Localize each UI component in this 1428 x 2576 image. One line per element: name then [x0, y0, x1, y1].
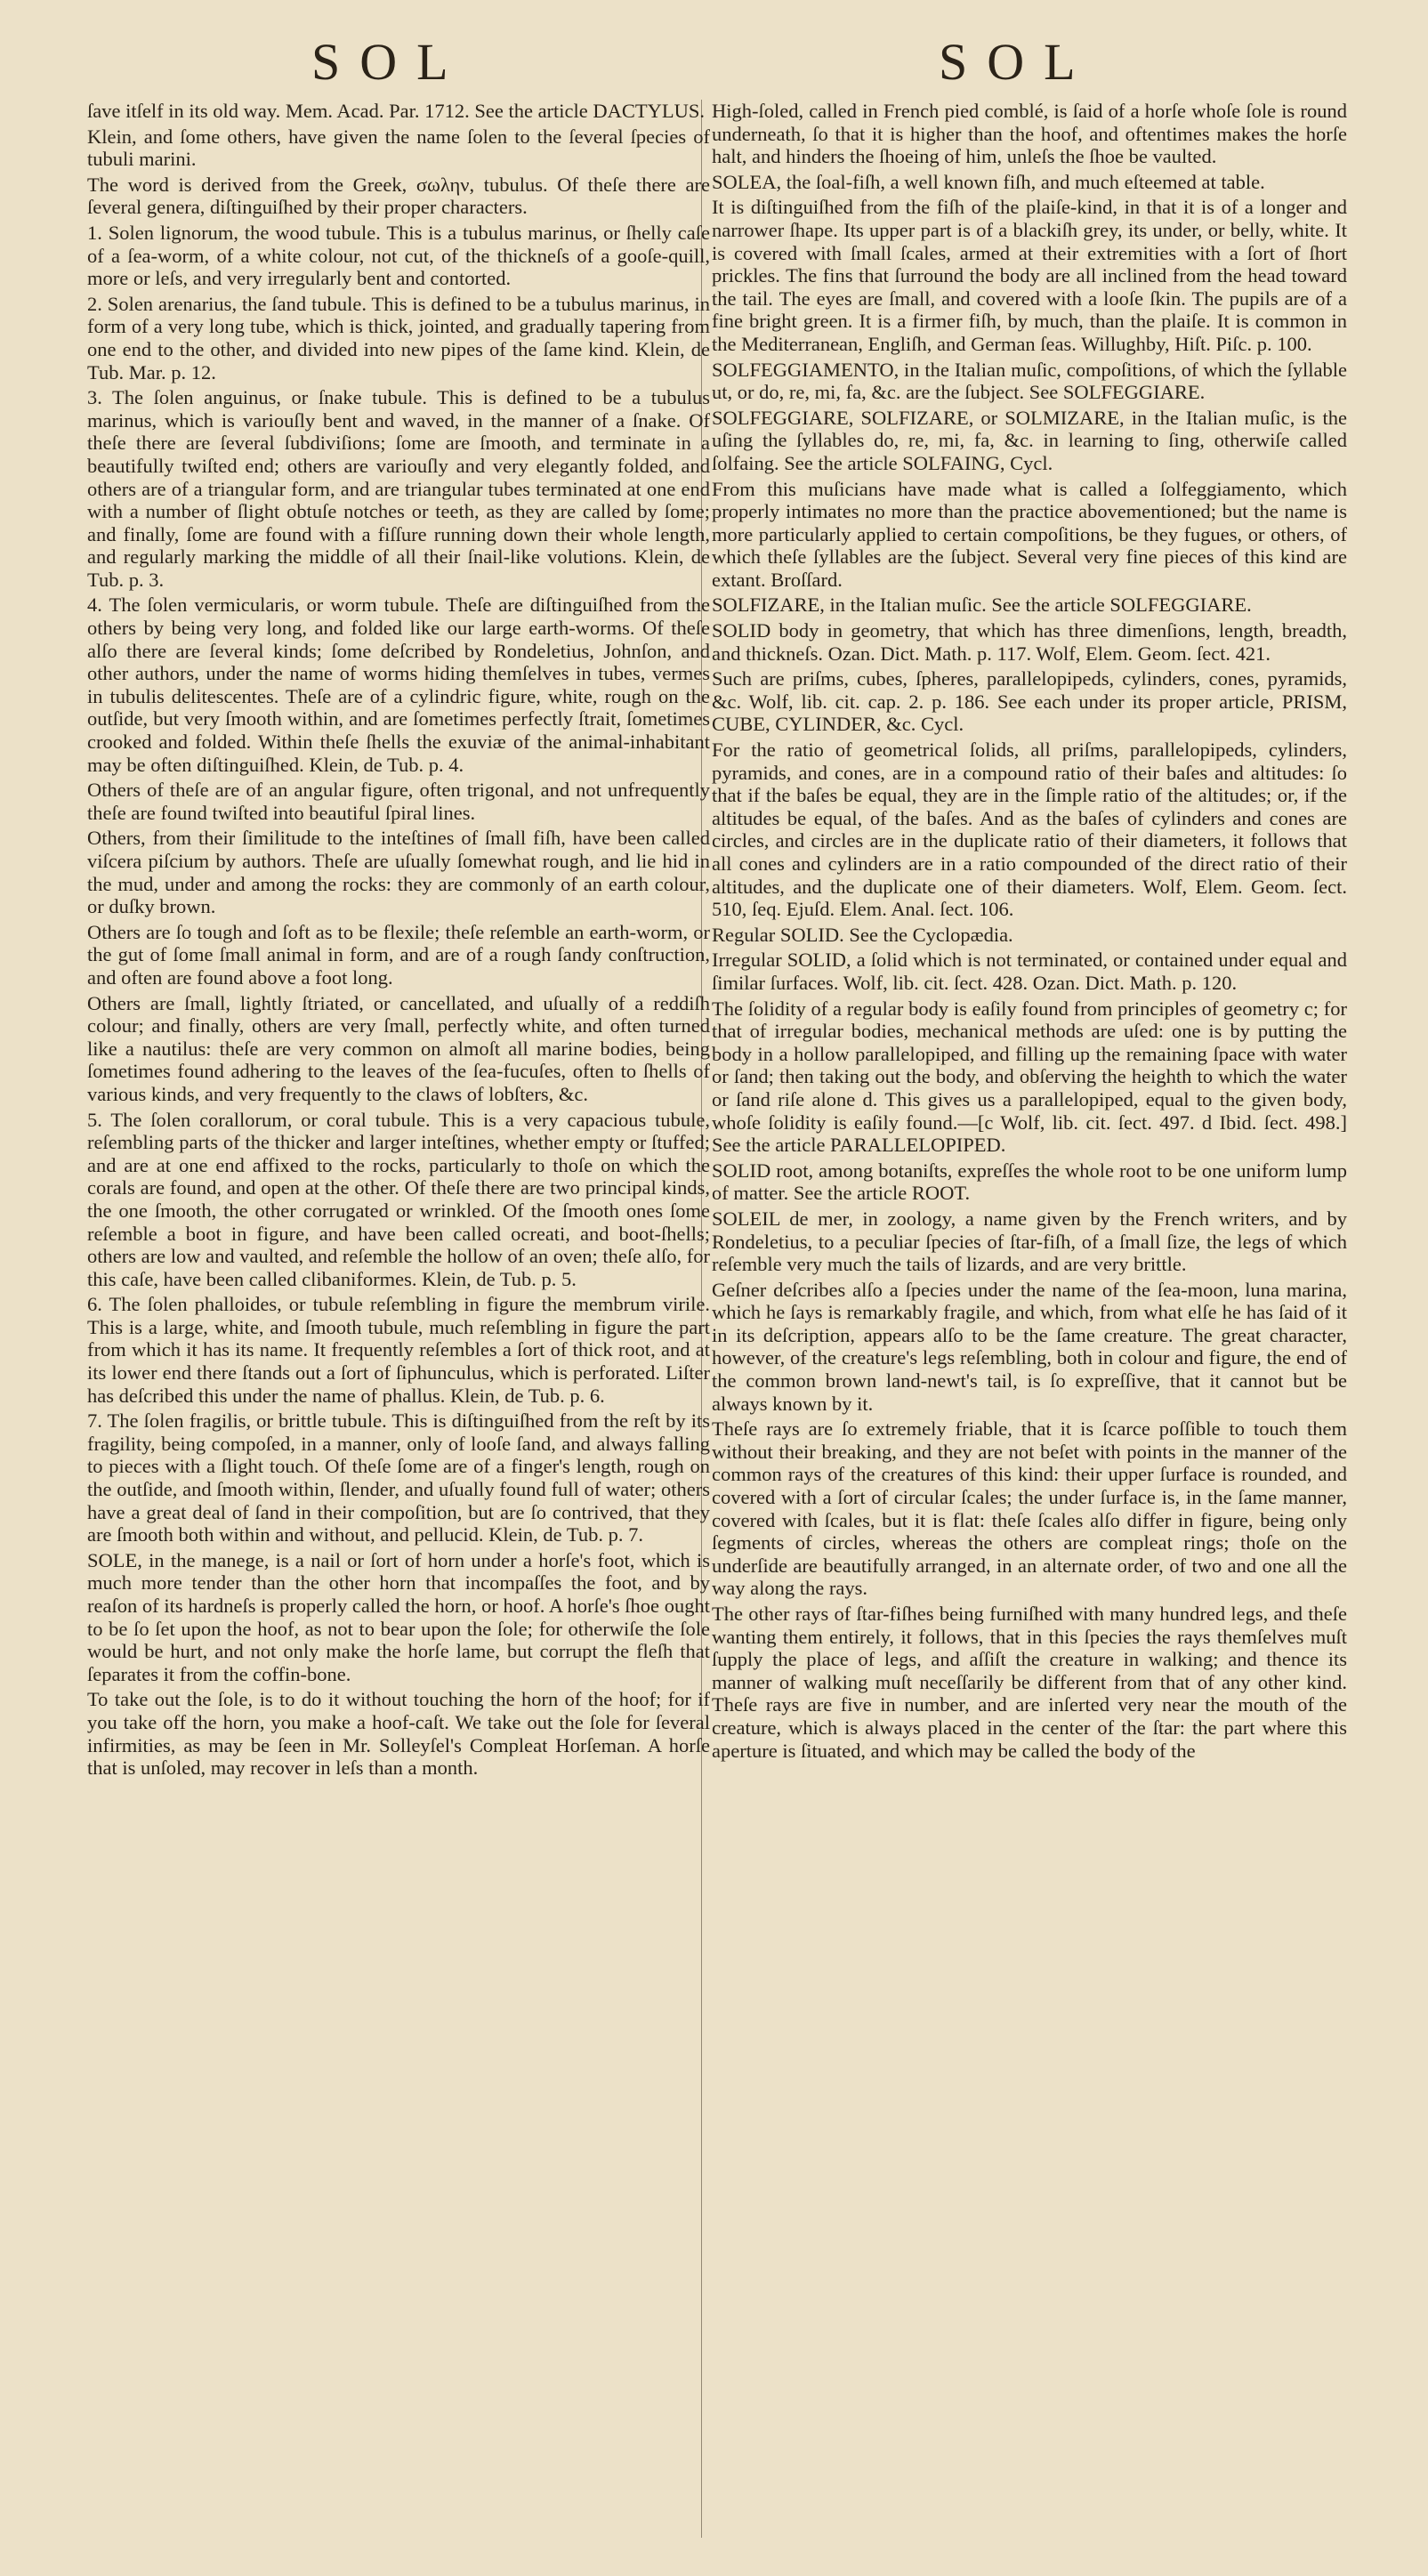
paragraph: Others, from their ſimilitude to the inteſtines of ſmall fiſh, have been called viſcera piſcium by authors. Theſe are uſually ſomewhat rough, and lie hid in the mud, under and among the rocks: they are commonly of an earth colour, or duſky brown. [87, 827, 710, 918]
entry-irregular-solid: Irregular SOLID, a ſolid which is not terminated, or contained under equal and ſimilar ſurfaces. Wolf, lib. cit. ſect. 428. Ozan. Dict. Math. p. 120. [712, 949, 1347, 994]
paragraph: 5. The ſolen corallorum, or coral tubule. This is a very capacious tubule, reſembling parts of the thicker and larger inteſtines, whether empty or ſtuffed; and are at one end affixed to the rocks, particularly to thoſe on which the corals are found, and open at the other. Of theſe there are two principal kinds, the one ſmooth, the other corrugated or wrinkled. Of the ſmooth ones ſome reſemble a boot in figure, and have been called ocreati, and boot-ſhells; others are low and vaulted, and reſemble the hollow of an oven; theſe alſo, for this caſe, have been called clibaniformes. Klein, de Tub. p. 5. [87, 1108, 710, 1290]
paragraph: High-ſoled, called in French pied comblé, is ſaid of a horſe whoſe ſole is round underneath, ſo that it is higher than the hoof, and oftentimes makes the horſe halt, and hinders the ſhoeing of him, unleſs the ſhoe be vaulted. [712, 100, 1347, 168]
paragraph: For the ratio of geometrical ſolids, all priſms, parallelopipeds, cylinders, pyramids, and cones, are in a compound ratio of their baſes and altitudes: ſo that if the baſes be equal, they are in the ſimple ratio of the altitudes; or, if the altitudes be equal, of the baſes. And as the baſes of cylinders and cones are circles, and circles are in the duplicate ratio of their diameters, it follows that all cones and cylinders are in a ratio compounded of the direct ratio of their altitudes, and the duplicate one of their diameters. Wolf, Elem. Geom. ſect. 510, ſeq. Ejuſd. Elem. Anal. ſect. 106. [712, 739, 1347, 921]
entry-solfeggiamento: SOLFEGGIAMENTO, in the Italian muſic, compoſitions, of which the ſyllable ut, or do, re, mi, fa, &c. are the ſubject. See SOLFEGGIARE. [712, 358, 1347, 404]
paragraph: Others are ſo tough and ſoft as to be flexile; theſe reſemble an earth-worm, or the gut of ſome ſmall animal in form, and are of a rough ſandy conſtruction, and often are found above a foot long. [87, 920, 710, 989]
paragraph: The other rays of ſtar-fiſhes being furniſhed with many hundred legs, and theſe wanting them entirely, it follows, that in this ſpecies the rays themſelves muſt ſupply the place of legs, and aſſiſt the creature in walking; and thence its manner of walking muſt neceſſarily be different from that of any other kind. Theſe rays are five in number, and are inſerted very near the mouth of the creature, which is always placed in the center of the ſtar: the part where this aperture is ſituated, and which may be called the body of the [712, 1603, 1347, 1762]
paragraph: Others of theſe are of an angular figure, often trigonal, and not unfrequently theſe are found twiſted into beautiful ſpiral lines. [87, 779, 710, 824]
paragraph: Klein, and ſome others, have given the name ſolen to the ſeveral ſpecies of tubuli marini. [87, 125, 710, 171]
paragraph: 4. The ſolen vermicularis, or worm tubule. Theſe are diſtinguiſhed from the others by being very long, and folded like our large earth-worms. Of theſe alſo there are ſeveral kinds; ſome deſcribed by Rondeletius, Johnſon, and other authors, under the name of worms hiding themſelves in tubes, vermes in tubulis delitescentes. Theſe are of a cylindric figure, white, rough on the outſide, but very ſmooth within, and are ſometimes perfectly ſtrait, ſometimes crooked and folded. Within theſe ſhells the exuviæ of the animal-inhabitant may be often diſtinguiſhed. Klein, de Tub. p. 4. [87, 594, 710, 776]
paragraph: Geſner deſcribes alſo a ſpecies under the name of the ſea-moon, luna marina, which he ſays is remarkably fragile, and which, from what elſe he has ſaid of it in its deſcription, appears alſo to be the ſame creature. The great character, however, of the creature's legs reſembling, both in colour and figure, the end of the common brown land-newt's tail, is ſo expreſſive, that it cannot but be always known by it. [712, 1278, 1347, 1415]
left-column [87, 100, 710, 1782]
paragraph: ſave itſelf in its old way. Mem. Acad. Par. 1712. See the article DACTYLUS. [87, 100, 706, 122]
entry-soleil-de-mer: SOLEIL de mer, in zoology, a name given by the French writers, and by Rondeletius, to a peculiar ſpecies of ſtar-fiſh, of a ſmall ſize, the legs of which reſemble very much the tails of lizards, and are very brittle. [712, 1207, 1347, 1276]
paragraph: To take out the ſole, is to do it without touching the horn of the hoof; for if you take off the horn, you make a hoof-caſt. We take out the ſole for ſeveral infirmities, as may be ſeen in Mr. Solleyſel's Compleat Horſeman. A horſe that is unſoled, may recover in leſs than a month. [87, 1688, 710, 1780]
entry-solfizare: SOLFIZARE, in the Italian muſic. See the article SOLFEGGIARE. [712, 594, 1252, 617]
paragraph: The ſolidity of a regular body is eaſily found from principles of geometry c; for that of irregular bodies, mechanical methods are uſed: one is by putting the body in a hollow parallelopiped, and filling up the remaining ſpace with water or ſand; then taking out the body, and obſerving the heighth to which the water or ſand riſe alone d. This gives us a parallelopiped, equal to the given body, whoſe ſolidity is eaſily found.—[c Wolf, lib. cit. ſect. 497. d Ibid. ſect. 498.] See the article PARALLELOPIPED. [712, 997, 1347, 1157]
entry-solfeggiare: SOLFEGGIARE, SOLFIZARE, or SOLMIZARE, in the Italian muſic, is the uſing the ſyllables do, re, mi, fa, &c. in learning to ſing, otherwiſe called ſolfaing. See the article SOLFAING, Cycl. [712, 406, 1347, 474]
entry-solea: SOLEA, the ſoal-fiſh, a well known fiſh, and much eſteemed at table. [712, 170, 1265, 193]
entry-solid: SOLID body in geometry, that which has three dimenſions, length, breadth, and thickneſs. Ozan. Dict. Math. p. 117. Wolf, Elem. Geom. ſect. 421. [712, 619, 1347, 665]
paragraph: 2. Solen arenarius, the ſand tubule. This is defined to be a tubulus marinus, in form of a very long tube, which is thick, jointed, and gradually tapering from one end to the other, and divided into new pipes of the ſame kind. Klein, de Tub. Mar. p. 12. [87, 292, 710, 384]
entry-sole: SOLE, in the manege, is a nail or ſort of horn under a horſe's foot, which is much more tender than the other horn that incompaſſes the foot, and by reaſon of its hardneſs is properly called the horn, or hoof. A horſe's ſhoe ought to be ſo ſet upon the hoof, as not to bear upon the ſole; for otherwiſe the ſole would be hurt, and not only make the horſe lame, but corrupt the fleſh that ſeparates it from the coffin-bone. [87, 1548, 710, 1685]
paragraph: It is diſtinguiſhed from the fiſh of the plaiſe-kind, in that it is of a longer and narrower ſhape. Its upper part is of a blackiſh grey, its under, or belly, white. It is covered with ſmall ſcales, armed at their extremities with a ſort of ſhort prickles. The fins that ſurround the body are all inclined from the head toward the tail. The eyes are ſmall, and covered with a looſe ſkin. The pupils are of a fine bright green. It is a firmer fiſh, by much, than the plaiſe. It is common in the Mediterranean, Engliſh, and German ſeas. Willughby, Hiſt. Piſc. p. 100. [712, 196, 1347, 355]
paragraph: 1. Solen lignorum, the wood tubule. This is a tubulus marinus, or ſhelly caſe of a ſea-worm, of a white colour, not cut, of the thickneſs of a gooſe-quill, more or leſs, and very irregularly bent and contorted. [87, 221, 710, 290]
paragraph: 6. The ſolen phalloides, or tubule reſembling in figure the membrum virile. This is a large, white, and ſmooth tubule, much reſembling in figure the part from which it has its name. It frequently reſembles a ſort of thick root, and at its lower end there ſtands out a ſort of ſiphunculus, which is perforated. Liſter has deſcribed this under the name of phallus. Klein, de Tub. p. 6. [87, 1293, 710, 1407]
paragraph: Others are ſmall, lightly ſtriated, or cancellated, and uſually of a reddiſh colour; and finally, others are very ſmall, perfectly white, and often turned like a nautilus: theſe are very common on almoſt all marine bodies, being ſometimes found adhering to the leaves of the ſea-fucuſes, often to ſhells of various kinds, and very frequently to the claws of lobſters, &c. [87, 991, 710, 1105]
running-head-left: SOL [311, 33, 468, 91]
running-head-right: SOL [939, 33, 1095, 91]
paragraph: 7. The ſolen fragilis, or brittle tubule. This is diſtinguiſhed from the reſt by its fragility, being compoſed, in a manner, only of looſe ſand, and always falling to pieces with a ſlight touch. Of theſe ſome are of a finger's length, rough on the outſide, and ſmooth within, ſlender, and uſually found full of water; others have a great deal of ſand in their compoſition, but are ſo contrived, that they are ſmooth both within and without, and pellucid. Klein, de Tub. p. 7. [87, 1409, 710, 1546]
paragraph: From this muſicians have made what is called a ſolfeggiamento, which properly intimates no more than the practice abovementioned; but the name is more particularly applied to certain compoſitions, be they fugues, or others, of which theſe ſyllables are the ſubject. Several very fine pieces of this kind are extant. Broſſard. [712, 477, 1347, 591]
paragraph: Theſe rays are ſo extremely friable, that it is ſcarce poſſible to touch them without their breaking, and they are not beſet with points in the manner of the common rays of the creatures of this kind: their upper ſurface is rounded, and covered with a ſort of circular ſcales; the under ſurface is, in the ſame manner, covered with ſcales, but it is flat: theſe ſcales alſo differ in figure, being only ſegments of circles, whereas the others are compleat rings; thoſe on the underſide are beautifully arranged, in an alternate order, of two and one all the way along the rays. [712, 1417, 1347, 1600]
paragraph: Such are priſms, cubes, ſpheres, parallelopipeds, cylinders, cones, pyramids, &c. Wolf, lib. cit. cap. 2. p. 186. See each under its proper article, PRISM, CUBE, CYLINDER, &c. Cycl. [712, 667, 1347, 736]
paragraph: 3. The ſolen anguinus, or ſnake tubule. This is defined to be a tubulus marinus, which is variouſly bent and waved, in the manner of a ſnake. Of theſe there are ſeveral ſubdiviſions; ſome are ſmooth, and terminate in a beautifully twiſted end; others are variouſly and very elegantly folded, and others are of a triangular form, and are triangular tubes terminated at one end with a number of ſlight obtuſe notches or teeth, as they are called by ſome; and finally, ſome are found with a fiſſure running down their whole length, and regularly marking the middle of all their ſnail-like volutions. Klein, de Tub. p. 3. [87, 386, 710, 591]
right-column [712, 100, 1347, 1764]
paragraph: The word is derived from the Greek, σωλην, tubulus. Of theſe there are ſeveral genera, diſtinguiſhed by their proper characters. [87, 173, 710, 219]
entry-regular-solid: Regular SOLID. See the Cyclopædia. [712, 923, 1013, 946]
entry-solid-root: SOLID root, among botaniſts, expreſſes the whole root to be one uniform lump of matter. See the article ROOT. [712, 1159, 1347, 1205]
